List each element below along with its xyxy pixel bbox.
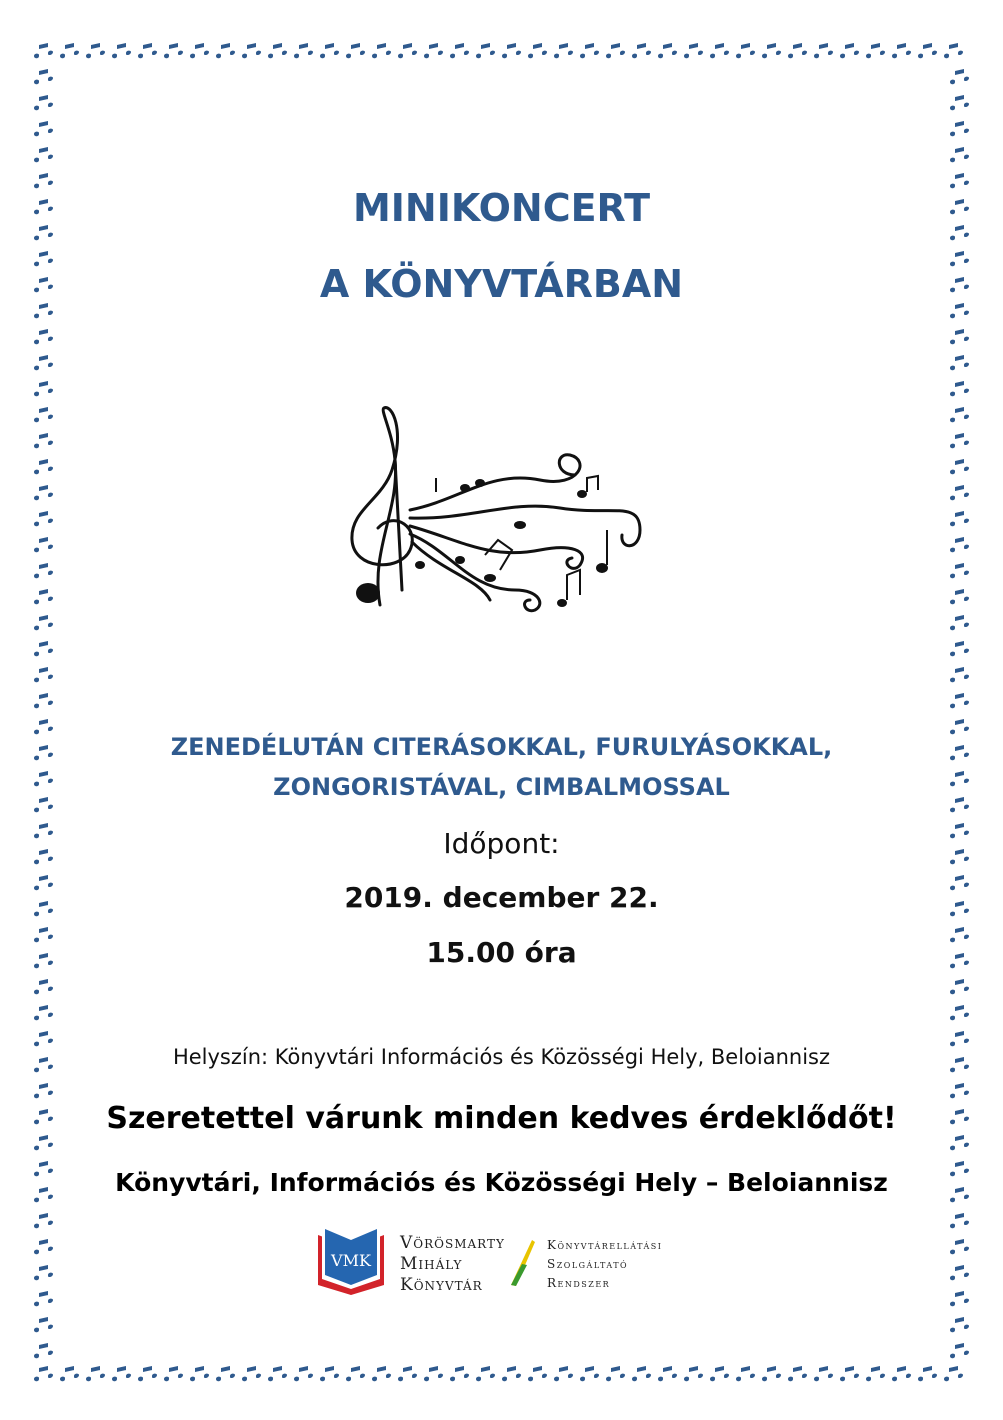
organizer-text: Könyvtári, Információs és Közösségi Hely – Beloiannisz xyxy=(115,1168,888,1197)
ksr-line2: Szolgáltató xyxy=(547,1257,629,1271)
subtitle-line2: ZONGORISTÁVAL, CIMBALMOSSAL xyxy=(273,773,730,801)
event-date: 2019. december 22. xyxy=(344,881,659,914)
ksr-line1: Könyvtárellátási xyxy=(547,1238,663,1252)
vmk-mark: VMK xyxy=(331,1251,371,1270)
vmk-line1: Vörösmarty xyxy=(400,1233,505,1253)
poster-title-line2: A KÖNYVTÁRBAN xyxy=(319,262,684,306)
poster-title: MINIKONCERT xyxy=(352,186,651,230)
treble-clef-icon xyxy=(340,400,660,625)
vmk-line2: Mihály xyxy=(400,1254,463,1274)
ksr-line3: Rendszer xyxy=(547,1276,611,1290)
subtitle: ZENEDÉLUTÁN CITERÁSOKKAL, FURULYÁSOKKAL, xyxy=(170,733,833,761)
vmk-logo-icon xyxy=(314,1225,388,1297)
event-time: 15.00 óra xyxy=(426,936,577,969)
date-label: Időpont: xyxy=(443,827,560,860)
ksr-logo-icon xyxy=(508,1238,538,1288)
vmk-line3: Könyvtár xyxy=(400,1275,483,1295)
venue-text: Helyszín: Könyvtári Információs és Közösségi Hely, Beloiannisz xyxy=(172,1045,831,1069)
vmk-logo-text xyxy=(400,1233,505,1296)
welcome-text: Szeretettel várunk minden kedves érdeklődőt! xyxy=(106,1101,897,1136)
ksr-logo-text xyxy=(547,1236,662,1293)
